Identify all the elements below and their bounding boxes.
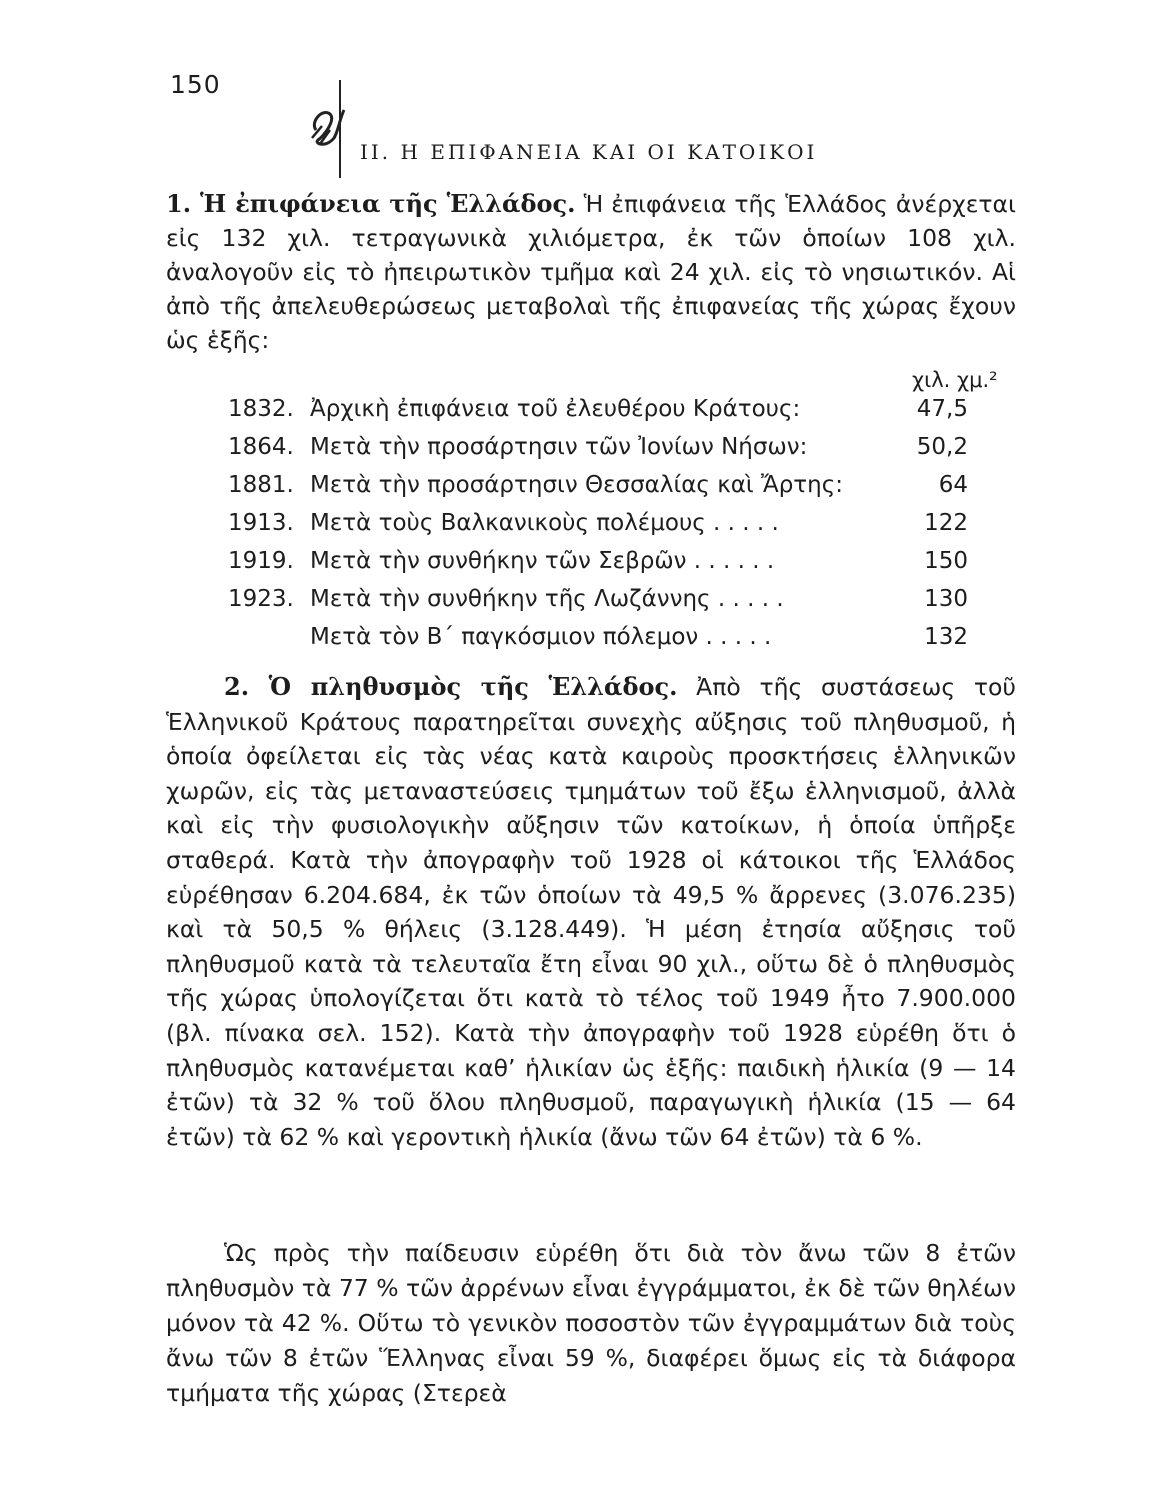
- row-value: 47,5: [916, 396, 968, 422]
- row-description: Μετὰ τοὺς Βαλκανικοὺς πολέμους . . . . .: [310, 510, 779, 536]
- area-table: [228, 396, 968, 662]
- row-year: 1864.: [228, 434, 294, 460]
- section2-paragraph-2: [166, 1236, 1016, 1411]
- row-description: Μετὰ τὴν προσάρτησιν Θεσσαλίας καὶ Ἄρτης:: [310, 472, 843, 498]
- row-description: Ἀρχικὴ ἐπιφάνεια τοῦ ἐλευθέρου Κράτους:: [310, 396, 801, 422]
- row-year: 1881.: [228, 472, 294, 498]
- section1-text: Ἡ ἐπιφάνεια τῆς Ἑλλάδος ἀνέρχεται εἰς 132 χιλ. τετραγωνικὰ χιλιόμετρα, ἐκ τῶν ὁποίων 108 χιλ. ἀναλογοῦν εἰς τὸ ἠπειρωτικὸν τμῆμα καὶ 24 χιλ. εἰς τὸ νησιωτικόν. Αἱ ἀπὸ τῆς ἀπελευθερώσεως μεταβολαὶ τῆς ἐπιφανείας τῆς χώρας ἔχουν ὡς ἑξῆς:: [166, 190, 1016, 354]
- section2-text-2: Ὡς πρὸς τὴν παίδευσιν εὑρέθη ὅτι διὰ τὸν ἄνω τῶν 8 ἐτῶν πληθυσμὸν τὰ 77 % τῶν ἀρρένων εἶναι ἐγγράμματοι, ἐκ δὲ τῶν θηλέων μόνον τὰ 42 %. Οὕτω τὸ γενικὸν ποσοστὸν τῶν ἐγγραμμάτων διὰ τοὺς ἄνω τῶν 8 ἐτῶν Ἕλληνας εἶναι 59 %, διαφέρει ὅμως εἰς τὰ διάφορα τμήματα τῆς χώρας (Στερεὰ: [166, 1239, 1016, 1407]
- row-description: Μετὰ τὸν Β΄ παγκόσμιον πόλεμον . . . . .: [310, 624, 772, 650]
- row-year: 1919.: [228, 548, 294, 574]
- row-value: 130: [924, 586, 968, 612]
- section2-heading: 2. Ὁ πληθυσμὸς τῆς Ἑλλάδος.: [224, 672, 678, 701]
- table-row: [228, 396, 968, 434]
- row-value: 132: [924, 624, 968, 650]
- handwritten-mark-icon: [300, 78, 360, 178]
- row-value: 50,2: [916, 434, 968, 460]
- row-description: Μετὰ τὴν προσάρτησιν τῶν Ἰονίων Νήσων:: [310, 434, 808, 460]
- row-description: Μετὰ τὴν συνθήκην τῶν Σεβρῶν . . . . . .: [310, 548, 775, 574]
- row-year: 1913.: [228, 510, 294, 536]
- row-year: 1832.: [228, 396, 294, 422]
- row-value: 122: [924, 510, 968, 536]
- row-description: Μετὰ τὴν συνθήκην τῆς Λωζάννης . . . . .: [310, 586, 784, 612]
- chapter-title: II. Η ΕΠΙΦΑΝΕΙΑ ΚΑΙ ΟΙ ΚΑΤΟΙΚΟΙ: [360, 140, 818, 164]
- table-row: [228, 434, 968, 472]
- table-row: [228, 510, 968, 548]
- section2-text: Ἀπὸ τῆς συστάσεως τοῦ Ἑλληνικοῦ Κράτους παρατηρεῖται συνεχὴς αὔξησις τοῦ πληθυσμοῦ, ἡ ὁποία ὀφείλεται εἰς τὰς νέας κατὰ καιροὺς προσκτήσεις ἑλληνικῶν χωρῶν, εἰς τὰς μεταναστεύσεις τμημάτων τοῦ ἔξω ἑλληνισμοῦ, ἀλλὰ καὶ εἰς τὴν φυσιολογικὴν αὔξησιν τῶν κατοίκων, ἡ ὁποία ὑπῆρξε σταθερά. Κατὰ τὴν ἀπογραφὴν τοῦ 1928 οἱ κάτοικοι τῆς Ἑλλάδος εὑρέθησαν 6.204.684, ἐκ τῶν ὁποίων τὰ 49,5 % ἄρρενες (3.076.235) καὶ τὰ 50,5 % θήλεις (3.128.449). Ἡ μέση ἐτησία αὔξησις τοῦ πληθυσμοῦ κατὰ τὰ τελευταῖα ἔτη εἶναι 90 χιλ., οὕτω δὲ ὁ πληθυσμὸς τῆς χώρας ὑπολογίζεται ὅτι κατὰ τὸ τέλος τοῦ 1949 ἦτο 7.900.000 (βλ. πίνακα σελ. 152). Κατὰ τὴν ἀπογραφὴν τοῦ 1928 εὑρέθη ὅτι ὁ πληθυσμὸς κατανέμεται καθ’ ἡλικίαν ὡς ἑξῆς: παιδικὴ ἡλικία (9 — 14 ἐτῶν) τὰ 32 % τοῦ ὅλου πληθυσμοῦ, παραγωγικὴ ἡλικία (15 — 64 ἐτῶν) τὰ 62 % καὶ γεροντικὴ ἡλικία (ἄνω τῶν 64 ἐτῶν) τὰ 6 %.: [166, 673, 1016, 1151]
- section2-paragraph: [166, 670, 1016, 1154]
- area-unit-header: χιλ. χμ.²: [912, 368, 998, 392]
- page-number: 150: [170, 70, 221, 99]
- table-row: [228, 472, 968, 510]
- section1-paragraph: [166, 187, 1016, 357]
- table-row: [228, 586, 968, 624]
- row-year: 1923.: [228, 586, 294, 612]
- section1-heading: 1. Ἡ ἐπιφάνεια τῆς Ἑλλάδος.: [166, 189, 576, 218]
- row-value: 64: [938, 472, 968, 498]
- row-value: 150: [924, 548, 968, 574]
- table-row: [228, 624, 968, 662]
- table-row: [228, 548, 968, 586]
